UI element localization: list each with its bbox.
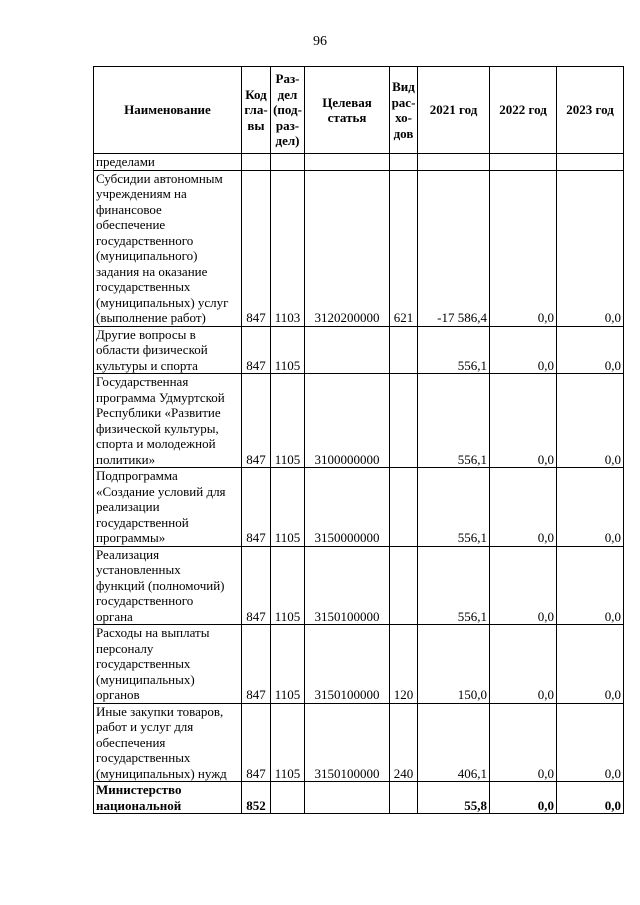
cell-code: 847 (242, 625, 271, 704)
cell-kind: 120 (390, 625, 418, 704)
cell-section (271, 154, 305, 171)
cell-y2021: 556,1 (418, 326, 490, 374)
cell-y2021: 55,8 (418, 782, 490, 814)
cell-y2022: 0,0 (490, 625, 557, 704)
table-row (94, 170, 624, 326)
header-2021: 2021 год (418, 67, 490, 154)
table-row (94, 703, 624, 782)
cell-name: Субсидии автономным учреждениям на финансовое обеспечение государственного (муниципального) задания на оказание государственных (муниципальных) услуг (выполнение работ) (94, 170, 242, 326)
table-header-row (94, 67, 624, 154)
table-row (94, 374, 624, 468)
cell-name: Реализация установленных функций (полномочий) государственного органа (94, 546, 242, 625)
cell-name: Иные закупки товаров, работ и услуг для обеспечения государственных (муниципальных) нужд (94, 703, 242, 782)
cell-name: Государственная программа Удмуртской Республики «Развитие физической культуры, спорта и молодежной политики» (94, 374, 242, 468)
cell-kind (390, 154, 418, 171)
cell-section (271, 782, 305, 814)
header-article: Целевая статья (305, 67, 390, 154)
cell-section: 1105 (271, 326, 305, 374)
cell-article (305, 154, 390, 171)
table-row (94, 468, 624, 547)
header-kind: Вид рас- хо- дов (390, 67, 418, 154)
cell-y2023: 0,0 (557, 170, 624, 326)
cell-kind: 240 (390, 703, 418, 782)
cell-y2023: 0,0 (557, 625, 624, 704)
cell-article: 3150000000 (305, 468, 390, 547)
table-row (94, 546, 624, 625)
cell-y2022: 0,0 (490, 374, 557, 468)
cell-code: 847 (242, 374, 271, 468)
cell-name: Расходы на выплаты персоналу государственных (муниципальных) органов (94, 625, 242, 704)
header-section: Раз- дел (под- раз- дел) (271, 67, 305, 154)
table-row (94, 782, 624, 814)
cell-code: 847 (242, 326, 271, 374)
cell-kind (390, 374, 418, 468)
cell-y2022: 0,0 (490, 170, 557, 326)
cell-code (242, 154, 271, 171)
header-2022: 2022 год (490, 67, 557, 154)
cell-y2021: 556,1 (418, 468, 490, 547)
cell-kind (390, 468, 418, 547)
cell-kind (390, 546, 418, 625)
cell-name: Подпрограмма «Создание условий для реализации государственной программы» (94, 468, 242, 547)
cell-code: 847 (242, 546, 271, 625)
table-row (94, 154, 624, 171)
cell-article (305, 326, 390, 374)
cell-name: пределами (94, 154, 242, 171)
cell-y2022: 0,0 (490, 468, 557, 547)
cell-section: 1105 (271, 374, 305, 468)
cell-y2021: -17 586,4 (418, 170, 490, 326)
header-code: Код гла- вы (242, 67, 271, 154)
cell-name: Другие вопросы в области физической культуры и спорта (94, 326, 242, 374)
cell-article: 3120200000 (305, 170, 390, 326)
cell-code: 847 (242, 170, 271, 326)
cell-code: 847 (242, 468, 271, 547)
cell-kind: 621 (390, 170, 418, 326)
cell-code: 852 (242, 782, 271, 814)
cell-y2021: 150,0 (418, 625, 490, 704)
header-2023: 2023 год (557, 67, 624, 154)
cell-y2023: 0,0 (557, 782, 624, 814)
cell-y2021: 406,1 (418, 703, 490, 782)
cell-section: 1105 (271, 546, 305, 625)
cell-y2023: 0,0 (557, 468, 624, 547)
cell-code: 847 (242, 703, 271, 782)
page-number: 96 (313, 34, 327, 49)
cell-y2022: 0,0 (490, 703, 557, 782)
cell-y2023 (557, 154, 624, 171)
cell-y2022: 0,0 (490, 546, 557, 625)
cell-section: 1105 (271, 468, 305, 547)
cell-article (305, 782, 390, 814)
cell-article: 3150100000 (305, 703, 390, 782)
cell-section: 1105 (271, 703, 305, 782)
header-name: Наименование (94, 67, 242, 154)
cell-y2022: 0,0 (490, 782, 557, 814)
cell-article: 3150100000 (305, 546, 390, 625)
cell-article: 3100000000 (305, 374, 390, 468)
cell-kind (390, 782, 418, 814)
cell-article: 3150100000 (305, 625, 390, 704)
cell-y2021: 556,1 (418, 546, 490, 625)
cell-section: 1105 (271, 625, 305, 704)
cell-kind (390, 326, 418, 374)
cell-y2022 (490, 154, 557, 171)
cell-section: 1103 (271, 170, 305, 326)
cell-y2022: 0,0 (490, 326, 557, 374)
table-row (94, 625, 624, 704)
table-row (94, 326, 624, 374)
cell-y2023: 0,0 (557, 703, 624, 782)
cell-y2023: 0,0 (557, 546, 624, 625)
cell-name: Министерство национальной (94, 782, 242, 814)
budget-table (93, 66, 624, 814)
cell-y2023: 0,0 (557, 374, 624, 468)
cell-y2021: 556,1 (418, 374, 490, 468)
cell-y2021 (418, 154, 490, 171)
cell-y2023: 0,0 (557, 326, 624, 374)
